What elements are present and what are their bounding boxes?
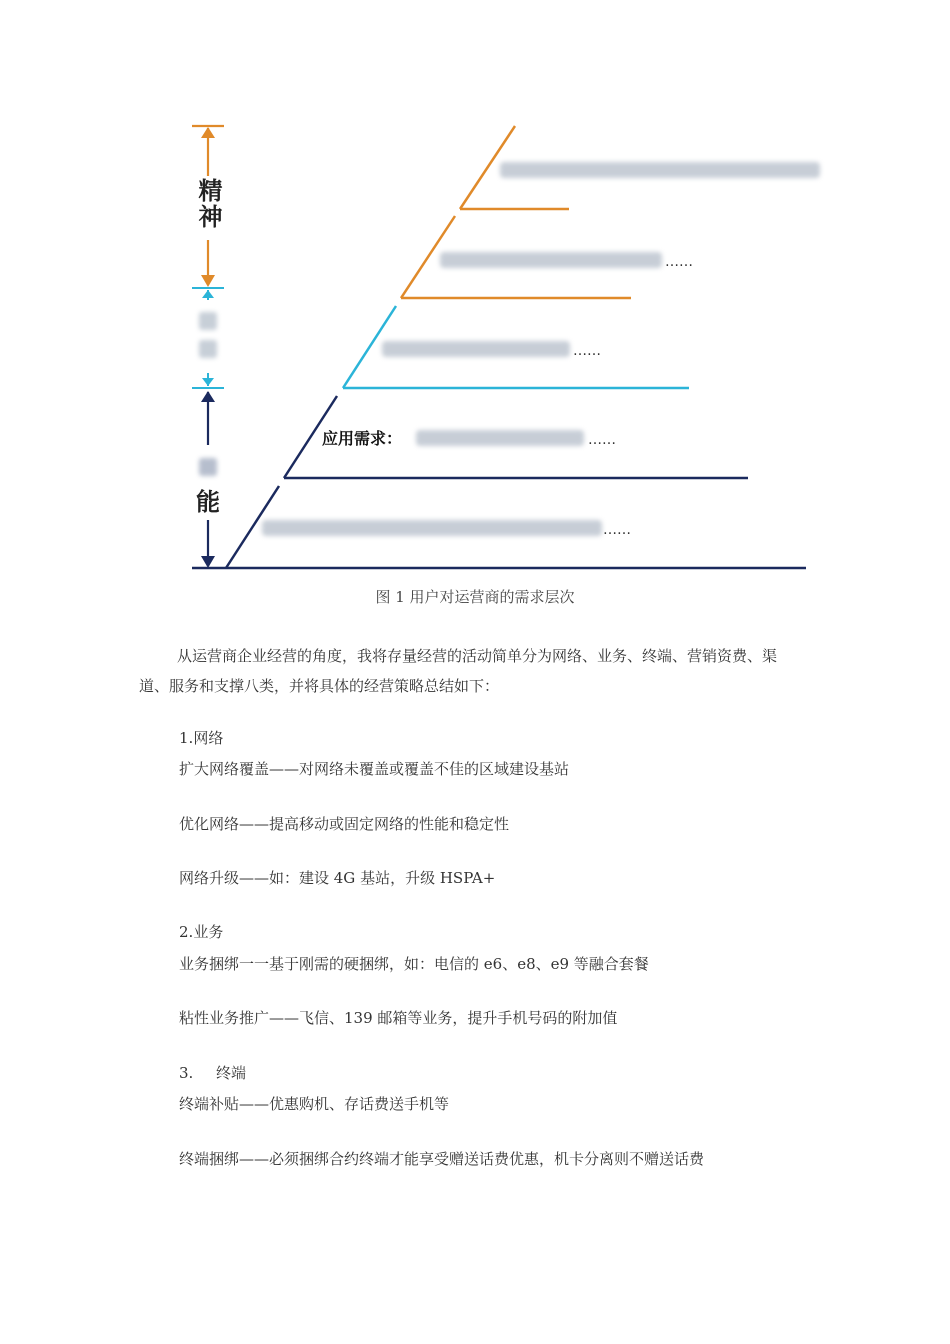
section-heading-business: [179, 921, 223, 942]
terminal-item-subsidy: 终端补贴——优惠购机、存话费送手机等: [179, 1095, 450, 1113]
terminal-item-bundle: 终端捆绑——必须捆绑合约终端才能享受赠送话费优惠，机卡分离则不赠送话费: [179, 1150, 705, 1168]
level-3-label: [382, 341, 601, 359]
section-number: 2.: [179, 923, 194, 941]
function-axis-label: 能: [196, 488, 220, 516]
function-axis-char-blurred: [199, 458, 217, 476]
level-2-ellipsis: ……: [665, 254, 693, 270]
level-3-ellipsis: ……: [573, 343, 601, 359]
business-item-bundle: 业务捆绑一一基于刚需的硬捆绑，如：电信的 e6、e8、e9 等融合套餐: [179, 955, 649, 973]
network-item-upgrade: 网络升级——如：建设 4G 基站，升级 HSPA+: [179, 869, 496, 887]
section-number: 3.: [179, 1064, 194, 1082]
section-title: 网络: [193, 729, 224, 747]
section-number: 1.: [179, 729, 194, 747]
needs-hierarchy-diagram: [0, 0, 950, 600]
level-4-label: [322, 429, 616, 448]
middle-range-arrow: [192, 288, 224, 388]
section-title: 业务: [193, 923, 224, 941]
figure-caption: 图 1 用户对运营商的需求层次: [375, 588, 575, 606]
level-5-label: [262, 520, 631, 538]
section-title: 终端: [216, 1064, 247, 1082]
section-heading-terminal: [179, 1062, 246, 1083]
intro-paragraph: 从运营商企业经营的角度，我将存量经营的活动简单分为网络、业务、终端、营销资费、渠道、服务和支撑八类，并将具体的经营策略总结如下：: [139, 647, 778, 695]
level-1-label: [500, 162, 820, 178]
level-5-ellipsis: ……: [603, 522, 631, 538]
network-item-optimize: 优化网络——提高移动或固定网络的性能和稳定性: [179, 815, 510, 833]
spirit-axis-label: 精神: [194, 178, 222, 230]
middle-axis-label-blurred: [199, 312, 217, 358]
function-range-arrow: [201, 391, 215, 568]
business-item-sticky: 粘性业务推广——飞信、139 邮箱等业务，提升手机号码的附加值: [179, 1009, 618, 1027]
level-2-label: [440, 252, 693, 270]
network-item-coverage: 扩大网络覆盖——对网络未覆盖或覆盖不佳的区域建设基站: [179, 760, 570, 778]
level-4-ellipsis: ……: [588, 432, 616, 448]
level-4-prefix: 应用需求：: [322, 429, 403, 448]
section-heading-network: [179, 727, 223, 748]
